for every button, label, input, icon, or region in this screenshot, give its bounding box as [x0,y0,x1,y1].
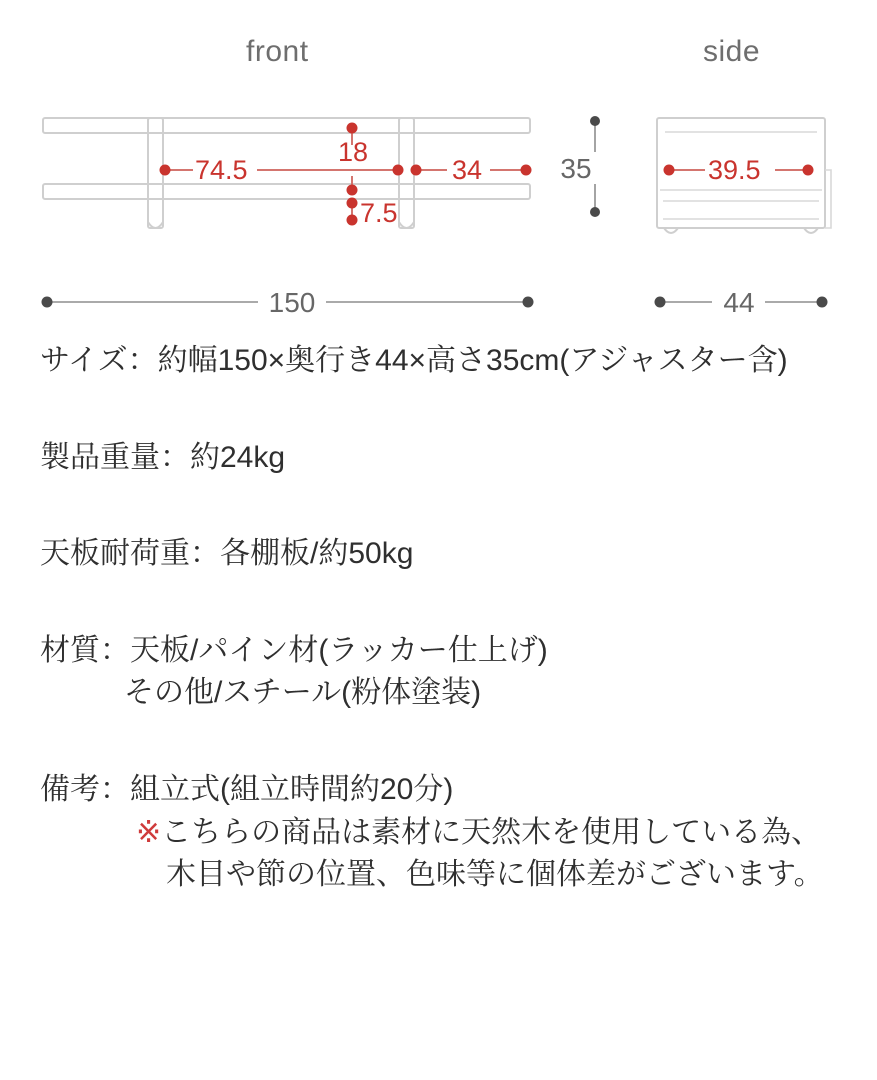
spec-group-weight [40,437,877,480]
dimension-drawing [0,0,877,340]
dim-label-150: 150 [268,287,316,318]
spec-note-line-1 [40,812,877,855]
dim-39-5 [664,155,814,185]
spacer [0,383,877,437]
spacer [0,576,877,630]
spec-size: サイズ：約幅150×奥行き44×高さ35cm(アジャスター含) [40,344,788,377]
dim-label-7-5: 7.5 [360,198,398,228]
dim-label-44: 44 [723,287,755,318]
spec-group-load [40,533,877,576]
side-view-label: side [703,35,761,68]
dim-34 [411,155,532,185]
spec-group-size [40,340,877,383]
dim-35 [560,116,600,217]
spacer [0,715,877,769]
spec-remarks: 備考：組立式(組立時間約20分) [40,772,454,806]
dim-label-74-5: 74.5 [195,155,248,185]
dim-7-5 [347,198,398,229]
spec-group-remarks [40,769,877,897]
dim-label-18: 18 [338,137,369,167]
dim-150 [42,287,534,318]
front-view-label: front [246,35,309,68]
technical-drawing-svg [0,0,877,340]
note-text-1: こちらの商品は素材に天然木を使用している為、 [161,815,822,849]
spec-load-capacity: 天板耐荷重：各棚板/約50kg [40,537,414,571]
spec-material-other: その他/スチール(粉体塗装) [124,676,482,710]
spacer [0,479,877,533]
dim-label-34: 34 [452,155,483,185]
note-asterisk-mark: ※ [136,815,162,849]
dim-label-39-5: 39.5 [708,155,761,185]
specification-list [0,340,877,897]
spec-group-material [40,630,877,715]
dim-44 [655,287,828,318]
spec-material-top: 材質：天板/パイン材(ラッカー仕上げ) [40,633,548,667]
spec-note-line-2: 木目や節の位置、色味等に個体差がございます。 [166,858,824,892]
dim-label-35: 35 [560,153,592,184]
spec-weight: 製品重量：約24kg [40,440,286,474]
